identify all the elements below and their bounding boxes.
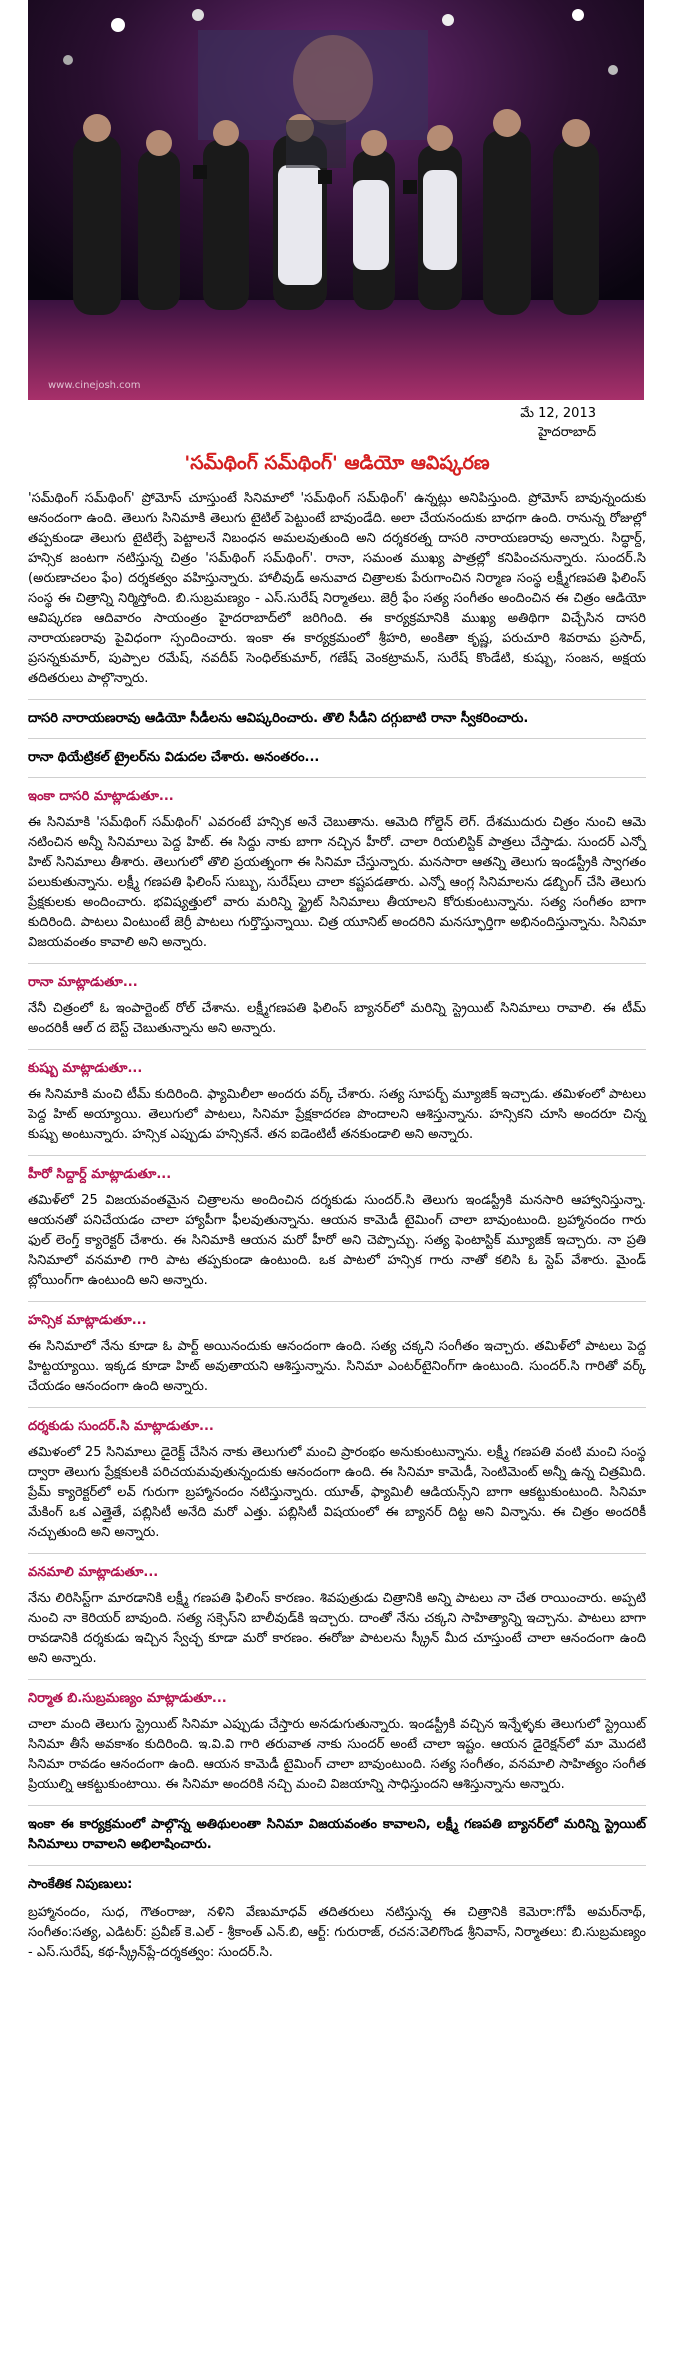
divider [28,1805,646,1806]
divider [28,1155,646,1156]
speech-dasari: ఈ సినిమాకి 'సమ్‌థింగ్ సమ్‌థింగ్' ఎవరంటే హన్సిక అనే చెబుతాను. ఆమెది గోల్డెన్ లెగ్. దేశముదురు చిత్రం నుంచి ఆమె నటించిన అన్నీ సినిమాలు పెద్ద హిట్. ఈ సిద్దు నాకు బాగా నచ్చిన హీరో. చాలా రియలిస్టిక్ పాత్రలు చేస్తాడు. సుందర్ ఎన్నో హిట్ సినిమాలు తీశారు. తెలుగులో తొలి ప్రయత్నంగా ఈ సినిమా చేస్తున్నారు. మనసారా ఆతన్ని తెలుగు ఇండస్ట్రీకి స్వాగతం పలుకుతున్నాను. లక్ష్మీ గణపతి ఫిలింస్ సుబ్బు, సురేష్‌లు చాలా కష్టపడతారు. ఎన్నో ఆంగ్ల సినిమాలను డబ్బింగ్ చేసి తెలుగు ప్రేక్షకులకు అందించారు. భవిష్యత్తులో వారు మరిన్ని స్ట్రైట్ సినిమాలు తీయాలని కోరుకుంటున్నాను. సత్య సంగీతం బాగా కుదిరింది. పాటలు వింటుంటే జెర్రీ పాటలు గుర్తొస్తున్నాయి. చిత్ర యూనిట్ అందరిని మనస్ఫూర్తిగా అభినందిస్తున్నాను. సినిమా విజయవంతం కావాలి అని అన్నారు. [28,815,646,950]
speaker-heading-rana: రానా మాట్లాడుతూ... [28,975,138,990]
speaker-heading-vanamali: వనమాలి మాట్లాడుతూ... [28,1565,159,1580]
speech-vanamali: నేను లిరిసిస్ట్‌గా మారడానికి లక్ష్మీ గణపతి ఫిలింస్ కారణం. శివపుత్రుడు చిత్రానికి అన్ని పాటలు నా చేత రాయించారు. అప్పటి నుంచి నా కెరియర్ బావుంది. సత్య సక్సెస్‌ని బాలీవుడ్‌కి ఇచ్చారు. దాంతో నేను చక్కని సాహిత్యాన్ని ఇచ్చాను. పాటలు బాగా రావడానికి దర్శకుడు ఇచ్చిన స్వేచ్ఛ కూడా మరో కారణం. ఈరోజు పాటలను స్క్రీన్ మీద చూస్తుంటే చాలా ఆనందంగా ఉంది అని అన్నారు. [28,1591,646,1666]
article-title: 'సమ్‌థింగ్ సమ్‌థింగ్' ఆడియో ఆవిష్కరణ [184,452,490,474]
trailer-line: రానా థియేట్రికల్ ట్రైలర్‌ను విడుదల చేశారు. అనంతరం... [28,750,320,765]
divider [28,1553,646,1554]
article-body [28,489,646,1973]
intro-paragraph: 'సమ్‌థింగ్ సమ్‌థింగ్' ప్రోమోస్ చూస్తుంటే సినిమాలో 'సమ్‌థింగ్ సమ్‌థింగ్' ఉన్నట్లు అనిపిస్తుంది. ప్రోమోస్ బావున్నందుకు ఆనందంగా ఉంది. తెలుగు సినిమాకి తెలుగు టైటిల్ పెట్టుంటే బావుండేది. అలా చేయనందుకు బాధగా ఉంది. రానున్న రోజుల్లో తప్పకుండా తెలుగు టైటిల్సే పెట్టాలనే నిబంధన అమలవుతుంది అని దర్శకరత్న దాసరి నారాయణరావు అన్నారు. సిద్ధార్ద్, హన్సిక జంటగా నటిస్తున్న చిత్రం 'సమ్‌థింగ్ సమ్‌థింగ్'. రానా, సమంత ముఖ్య పాత్రల్లో కనిపించనున్నారు. సుందర్.సి (అరుణాచలం ఫేం) దర్శకత్వం వహిస్తున్నారు. హాలీవుడ్ అనువాద చిత్రాలకు పేరుగాంచిన నిర్మాణ సంస్థ లక్ష్మీగణపతి ఫిలింస్ సంస్థ ఈ చిత్రాన్ని నిర్మిస్తోంది. బి.సుబ్రమణ్యం - ఎస్.సురేష్ నిర్మాతలు. జెర్రీ ఫేం సత్య సంగీతం అందించిన ఈ చిత్రం ఆడియో ఆవిష్కరణ ఆదివారం సాయంత్రం హైదరాబాద్‌లో జరిగింది. ఈ కార్యక్రమానికి ముఖ్య అతిథిగా విచ్చేసిన దాసరి నారాయణరావు పైవిధంగా స్పందించారు. ఇంకా ఈ కార్యక్రమంలో శ్రీహరి, అంకితా కృష్ణ, పరుచూరి శివరామ ప్రసాద్, ప్రసన్నకుమార్, పుప్పాల రమేష్, నవదీప్ సెంధిల్‌కుమార్, గణేష్ వెంకట్రామన్, సురేష్ కొండేటి, కుష్బు, సంజన, అక్షయ తదితరులు పాల్గొన్నారు. [28,491,646,686]
divider [28,1049,646,1050]
speech-subramanyam: చాలా మంది తెలుగు స్ట్రెయిట్ సినిమా ఎప్పుడు చేస్తారు అనడుగుతున్నారు. ఇండస్ట్రీకి వచ్చిన ఇన్నేళ్ళకు తెలుగులో స్ట్రెయిట్ సినిమా తీసే అవకాశం కుదిరింది. ఇ.వి.వి గారి తరువాత నాకు సుందర్ అంటే చాలా ఇష్టం. ఆయన డైరెక్షన్‌లో మా మొదటి సినిమా రావడం ఆనందంగా ఉంది. ఆయన కామెడీ టైమింగ్ చాలా బావుంటుంది. సత్య సంగీతం, వనమాలి సాహిత్యం సంగీత ప్రియుల్ని ఆకట్టుకుంటాయి. ఈ సినిమా అందరికి నచ్చి మంచి విజయాన్ని సాధిస్తుందని ఆశిస్తున్నాను అన్నారు. [28,1717,646,1792]
speaker-heading-hansika: హన్సిక మాట్లాడుతూ... [28,1313,147,1328]
publish-place: హైదరాబాద్ [538,425,596,440]
dateline [396,404,596,442]
speaker-heading-khushbu: కుష్బు మాట్లాడుతూ... [28,1061,143,1076]
divider [28,1865,646,1866]
divider [28,777,646,778]
speaker-heading-siddharth: హీరో సిద్దార్ద్ మాట్లాడుతూ... [28,1167,172,1182]
closing-paragraph: ఇంకా ఈ కార్యక్రమంలో పాల్గొన్న అతిథులంతా సినిమా విజయవంతం కావాలని, లక్ష్మీ గణపతి బ్యానర్‌లో మరిన్ని స్ట్రెయిట్ సినిమాలు రావాలని అభిలాషించారు. [28,1817,646,1852]
event-photo [28,0,644,400]
divider [28,963,646,964]
credits-paragraph: బ్రహ్మానందం, సుధ, గౌతంరాజు, నళిని వేణుమాధవ్ తదితరులు నటిస్తున్న ఈ చిత్రానికి కెమెరా:గోపీ అమర్‌నాథ్, సంగీతం:సత్య, ఎడిటర్: ప్రవీణ్ కె.ఎల్ - శ్రీకాంత్ ఎన్.బి, ఆర్ట్: గురురాజ్, రచన:వెలిగొండ శ్రీనివాస్, నిర్మాతలు: బి.సుబ్రమణ్యం - ఎస్.సురేష్, కథ-స్క్రీన్‌ప్లే-దర్శకత్వం: సుందర్.సి. [28,1905,646,1960]
divider [28,738,646,739]
divider [28,1407,646,1408]
speech-khushbu: ఈ సినిమాకి మంచి టీమ్ కుదిరింది. ఫ్యామిలీలా అందరు వర్క్ చేశారు. సత్య సూపర్బ్ మ్యూజిక్ ఇచ్చాడు. తమిళంలో పాటలు పెద్ద హిట్ అయ్యాయి. తెలుగులో పాటలు, సినిమా ప్రేక్షకాదరణ పొందాలని ఆశిస్తున్నాను. హన్సికని చూసి అందరూ చిన్న కుష్బు అంటున్నారు. హన్సిక ఎప్పుడు హన్సికనే. తన ఐడెంటిటీ తనకుండాలి అని అన్నారు. [28,1087,646,1142]
credits-heading: సాంకేతిక నిపుణులు: [28,1877,133,1892]
divider [28,1301,646,1302]
speaker-heading-sundar: దర్శకుడు సుందర్.సి మాట్లాడుతూ... [28,1419,214,1434]
speaker-heading-dasari: ఇంకా దాసరి మాట్లాడుతూ... [28,789,174,804]
publish-date: మే 12, 2013 [520,406,596,421]
cd-launch-line: దాసరి నారాయణరావు ఆడియో సీడీలను ఆవిష్కరించారు. తొలి సీడీని దగ్గుబాటి రానా స్వీకరించారు. [28,711,529,726]
speech-sundar: తమిళంలో 25 సినిమాలు డైరెక్ట్ చేసిన నాకు తెలుగులో మంచి ప్రారంభం అనుకుంటున్నాను. లక్ష్మీ గణపతి వంటి మంచి సంస్థ ద్వారా తెలుగు ప్రేక్షకులకి పరిచయమవుతున్నందుకు ఆనందంగా ఉంది. ఈ సినిమా కామెడీ, సెంటిమెంట్ అన్నీ ఉన్న చిత్రమిది. ప్రేమ్ క్యారెక్టర్‌లో లవ్ గురుగా బ్రహ్మానందం నటిస్తున్నారు. యూత్, ఫ్యామిలీ ఆడియన్స్‌ని బాగా ఆకట్టుకుంటుంది. సినిమా మేకింగ్ ఒక ఎత్తైతే, పబ్లిసిటీ అనేది మరో ఎత్తు. పబ్లిసిటీ విషయంలో ఈ బ్యానర్ దిట్ట అని విన్నాను. ఈ చిత్రం అందరికీ నచ్చుతుంది అని అన్నారు. [28,1445,646,1540]
divider [28,1679,646,1680]
speech-siddharth: తమిళ్‌లో 25 విజయవంతమైన చిత్రాలను అందించిన దర్శకుడు సుందర్.సి తెలుగు ఇండస్ట్రీకి మనసారి ఆహ్వానిస్తున్నా. ఆయనతో పనిచేయడం చాలా హ్యాపీగా ఫీలవుతున్నాను. ఆయన కామెడీ టైమింగ్ చాలా బావుంటుంది. బ్రహ్మానందం గారు ఫుల్ లెంగ్త్ క్యారెక్టర్ చేశారు. ఈ సినిమాకి ఆయన మరో హీరో అని చెప్పొచ్చు. సత్య ఫెంటాస్టిక్ మ్యూజిక్ ఇచ్చారు. నా ప్రతి సినిమాలో వనమాలి గారి పాట తప్పకుండా ఉంటుంది. ఒక పాటలో హన్సిక గారు నాతో కలిసి ఓ స్టెప్ వేశారు. మైండ్ బ్లోయింగ్‌గా ఉంటుంది అని అన్నారు. [28,1193,646,1288]
speech-hansika: ఈ సినిమాలో నేను కూడా ఓ పార్ట్ అయినందుకు ఆనందంగా ఉంది. సత్య చక్కని సంగీతం ఇచ్చారు. తమిళ్‌లో పాటలు పెద్ద హిట్టయ్యాయి. ఇక్కడ కూడా హిట్ అవుతాయని ఆశిస్తున్నాను. సినిమా ఎంటర్‌టైనింగ్‌గా ఉంటుంది. సుందర్.సి గారితో వర్క్ చేయడం ఆనందంగా ఉంది అన్నారు. [28,1339,646,1394]
divider [28,699,646,700]
speech-rana: నేనీ చిత్రంలో ఓ ఇంపార్టెంట్ రోల్ చేశాను. లక్ష్మీగణపతి ఫిలింస్ బ్యానర్‌లో మరిన్ని స్ట్రెయిట్ సినిమాలు రావాలి. ఈ టీమ్ అందరికీ ఆల్ ద బెస్ట్ చెబుతున్నాను అని అన్నారు. [28,1001,646,1036]
speaker-heading-subramanyam: నిర్మాత బి.సుబ్రమణ్యం మాట్లాడుతూ... [28,1691,227,1706]
photo-watermark: www.cinejosh.com [48,380,141,391]
